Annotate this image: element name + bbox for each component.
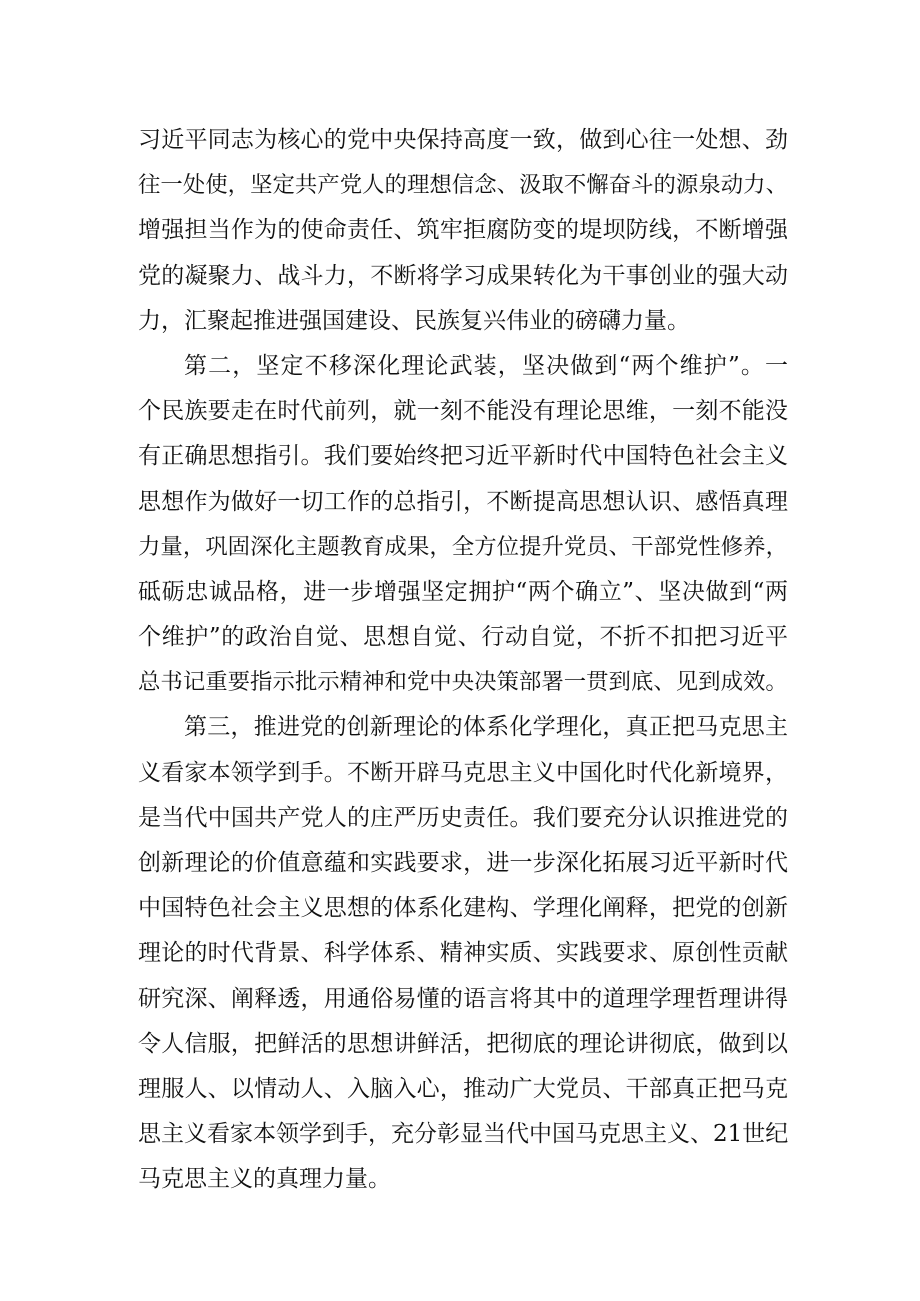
text-line: 理服人、以情动人、入脑入心，推动广大党员、干部真正把马克 <box>138 1075 788 1102</box>
paragraph-start-line: 第三，推进党的创新理论的体系化学理化，真正把马克思主 <box>184 714 788 741</box>
text-line: 理论的时代背景、科学体系、精神实质、实践要求、原创性贡献 <box>138 940 788 967</box>
text-line: 马克思主义的真理力量。 <box>138 1166 391 1193</box>
text-line: 砥砺忠诚品格，进一步增强坚定拥护“两个确立”、坚决做到“两 <box>138 578 788 605</box>
text-line: 增强担当作为的使命责任、筑牢拒腐防变的堤坝防线，不断增强 <box>138 217 788 244</box>
document-body <box>138 118 788 1203</box>
text-line: 习近平同志为核心的党中央保持高度一致，做到心往一处想、劲 <box>138 127 788 153</box>
text-line: 创新理论的价值意蕴和实践要求，进一步深化拓展习近平新时代 <box>138 850 788 876</box>
text-line: 有正确思想指引。我们要始终把习近平新时代中国特色社会主义 <box>138 443 788 470</box>
text-line: 义看家本领学到手。不断开辟马克思主义中国化时代化新境界， <box>138 759 788 786</box>
text-line: 个民族要走在时代前列，就一刻不能没有理论思维，一刻不能没 <box>138 398 788 425</box>
text-line: 思主义看家本领学到手，充分彰显当代中国马克思主义、21世纪 <box>138 1121 789 1148</box>
text-line: 力，汇聚起推进强国建设、民族复兴伟业的磅礴力量。 <box>138 307 690 334</box>
text-line: 个维护”的政治自觉、思想自觉、行动自觉，不折不扣把习近平 <box>138 624 788 651</box>
text-line: 令人信服，把鲜活的思想讲鲜活，把彻底的理论讲彻底，做到以 <box>138 1030 788 1057</box>
paragraph-start-line: 第二，坚定不移深化理论武装，坚决做到“两个维护”。一 <box>184 352 788 379</box>
text-line: 总书记重要指示批示精神和党中央决策部署一贯到底、见到成效。 <box>138 669 788 696</box>
text-line: 中国特色社会主义思想的体系化建构、学理化阐释，把党的创新 <box>138 895 788 922</box>
text-line: 思想作为做好一切工作的总指引，不断提高思想认识、感悟真理 <box>138 488 788 515</box>
text-line: 往一处使，坚定共产党人的理想信念、汲取不懈奋斗的源泉动力、 <box>138 172 788 199</box>
text-line: 力量，巩固深化主题教育成果，全方位提升党员、干部党性修养， <box>138 533 788 560</box>
text-line: 是当代中国共产党人的庄严历史责任。我们要充分认识推进党的 <box>138 804 788 831</box>
text-line: 研究深、阐释透，用通俗易懂的语言将其中的道理学理哲理讲得 <box>138 985 788 1012</box>
text-line: 党的凝聚力、战斗力，不断将学习成果转化为干事创业的强大动 <box>138 262 788 289</box>
